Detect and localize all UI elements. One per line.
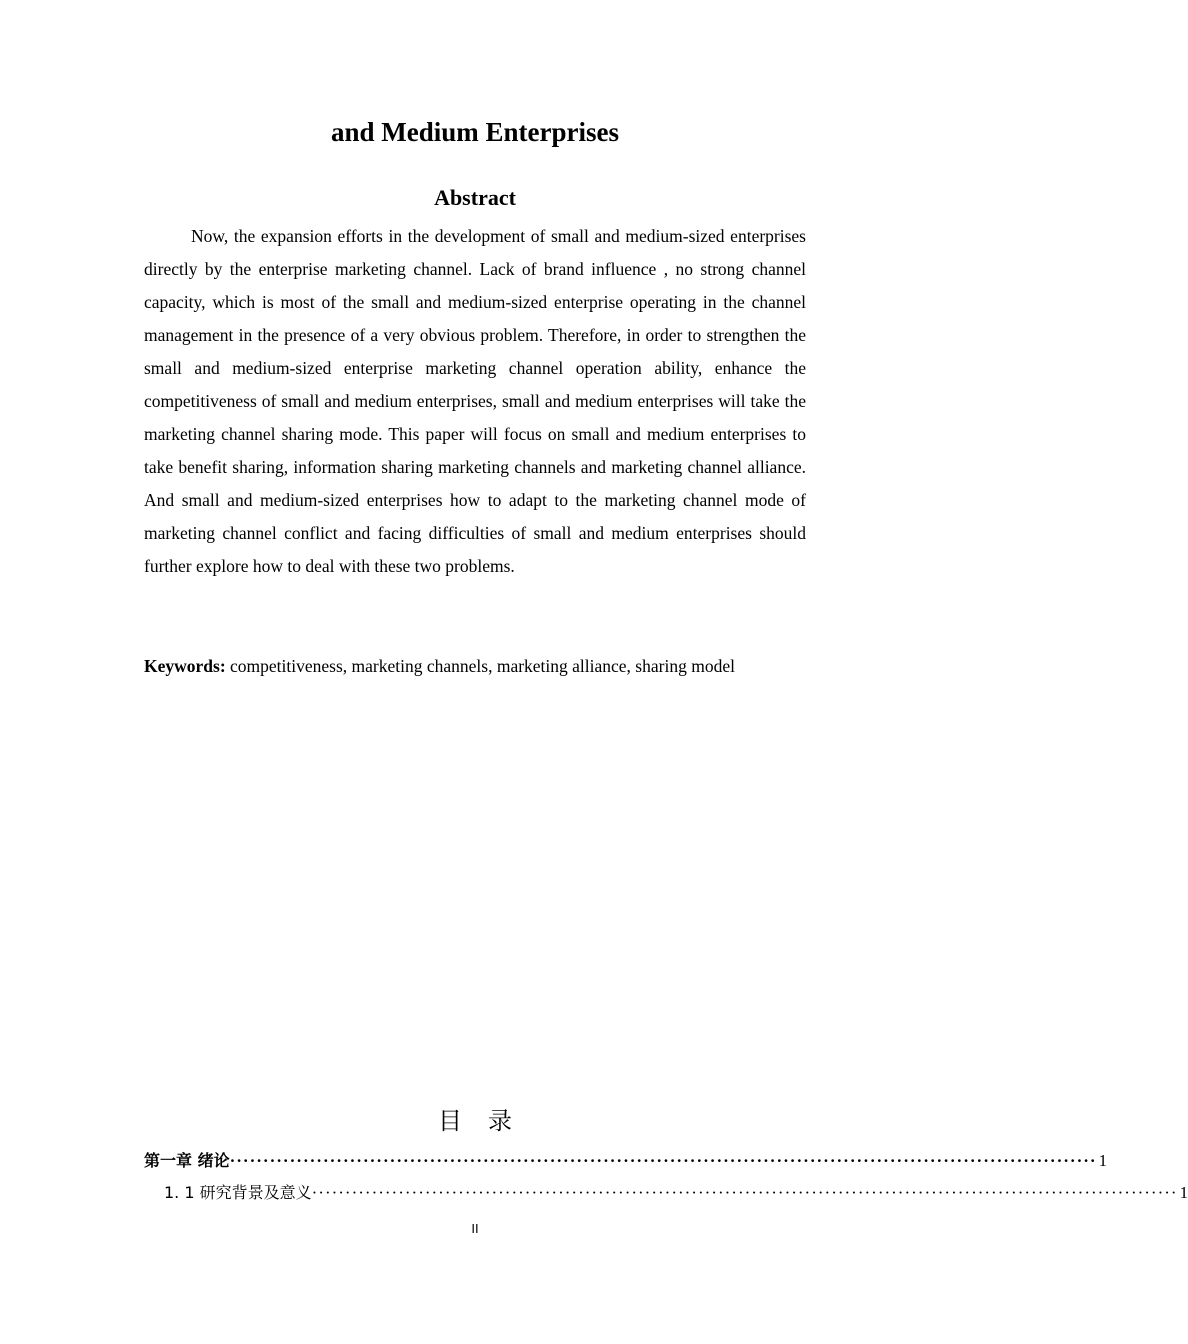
toc-entry-label: 1. 1 研究背景及意义 <box>164 1183 312 1202</box>
toc-entry-page: 1 <box>1098 1151 1108 1170</box>
toc-entry-page: 1 <box>1179 1183 1188 1202</box>
toc-heading-part2: 录 <box>488 1107 512 1135</box>
abstract-body: Now, the expansion efforts in the development of small and medium-sized enterprises directly by the enterprise marketing channel. Lack of brand influence , no strong channel capacity, which is most of the small and medium-sized enterprise operating in the channel management in the presence of a very obvious problem. Therefore, in order to strengthen the small and medium-sized enterprise marketing channel operation ability, enhance the competitiveness of small and medium enterprises, small and medium enterprises will take the marketing channel sharing mode. This paper will focus on small and medium enterprises to take benefit sharing, information sharing marketing channels and marketing channel alliance. And small and medium-sized enterprises how to adapt to the marketing channel mode of marketing channel conflict and facing difficulties of small and medium enterprises should further explore how to deal with these two problems. <box>144 226 806 576</box>
toc-heading <box>0 1104 950 1138</box>
keywords-label: Keywords: <box>144 656 226 676</box>
keywords-text: competitiveness, marketing channels, marketing alliance, sharing model <box>230 656 735 676</box>
toc-dot-leader: ·································································································································· <box>311 1183 1178 1202</box>
toc-entry-section-1-1[interactable] <box>164 1180 1188 1206</box>
toc-entry-label: 第一章 绪论 <box>144 1151 230 1170</box>
document-title: and Medium Enterprises <box>330 117 619 147</box>
toc-entry-chapter-1[interactable] <box>144 1148 1108 1174</box>
abstract-heading: Abstract <box>434 185 516 210</box>
page-number: II <box>471 1221 479 1236</box>
toc-dot-leader: ·································································································································· <box>229 1151 1097 1170</box>
toc-heading-part1: 目 <box>438 1107 462 1135</box>
keywords-line <box>144 650 844 683</box>
